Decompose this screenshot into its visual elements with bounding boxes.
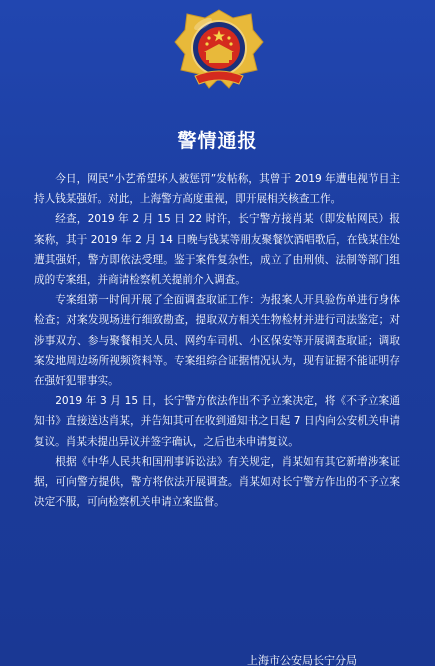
notice-paragraph-4: 2019 年 3 月 15 日，长宁警方依法作出不予立案决定，将《不予立案通知书》直接送达肖某，并告知其可在收到通知书之日起 7 日内向公安机关申请复议。肖某未提出异议并签字确认，之后也未申请复议。 xyxy=(34,395,400,448)
notice-title: 警情通报 xyxy=(177,130,258,152)
notice-body xyxy=(34,169,400,512)
notice-paragraph-2: 经查，2019 年 2 月 15 日 22 时许，长宁警方接肖某（即发帖网民）报案称，其于 2019 年 2 月 14 日晚与钱某等朋友聚餐饮酒唱歌后，在钱某住处遭其强奸，警方即依法受理。鉴于案件复杂性，成立了由刑侦、法制等部门组成的专案组，并商请检察机关提前介入调查。 xyxy=(34,213,400,287)
police-emblem-icon xyxy=(173,8,265,96)
notice-paragraph-1: 今日，网民“小艺希望坏人被惩罚”发帖称，其曾于 2019 年遭电视节目主持人钱某强奸。对此，上海警方高度重视，即开展相关核查工作。 xyxy=(34,173,400,206)
notice-paragraph-3: 专案组第一时间开展了全面调查取证工作：为报案人开具验伤单进行身体检查；对案发现场进行细致勘查，提取双方相关生物检材并进行司法鉴定；对涉事双方、参与聚餐相关人员、网约车司机、小区保安等开展调查取证；调取案发地周边场所视频资料等。专案组综合证据情况认为，现有证据不能证明存在强奸犯罪事实。 xyxy=(34,294,400,388)
notice-paragraph-5: 根据《中华人民共和国刑事诉讼法》有关规定，肖某如有其它新增涉案证据，可向警方提供，警方将依法开展调查。肖某如对长宁警方作出的不予立案决定不服，可向检察机关申请立案监督。 xyxy=(34,455,400,509)
issuer-signature: 上海市公安局长宁分局 xyxy=(247,654,357,666)
